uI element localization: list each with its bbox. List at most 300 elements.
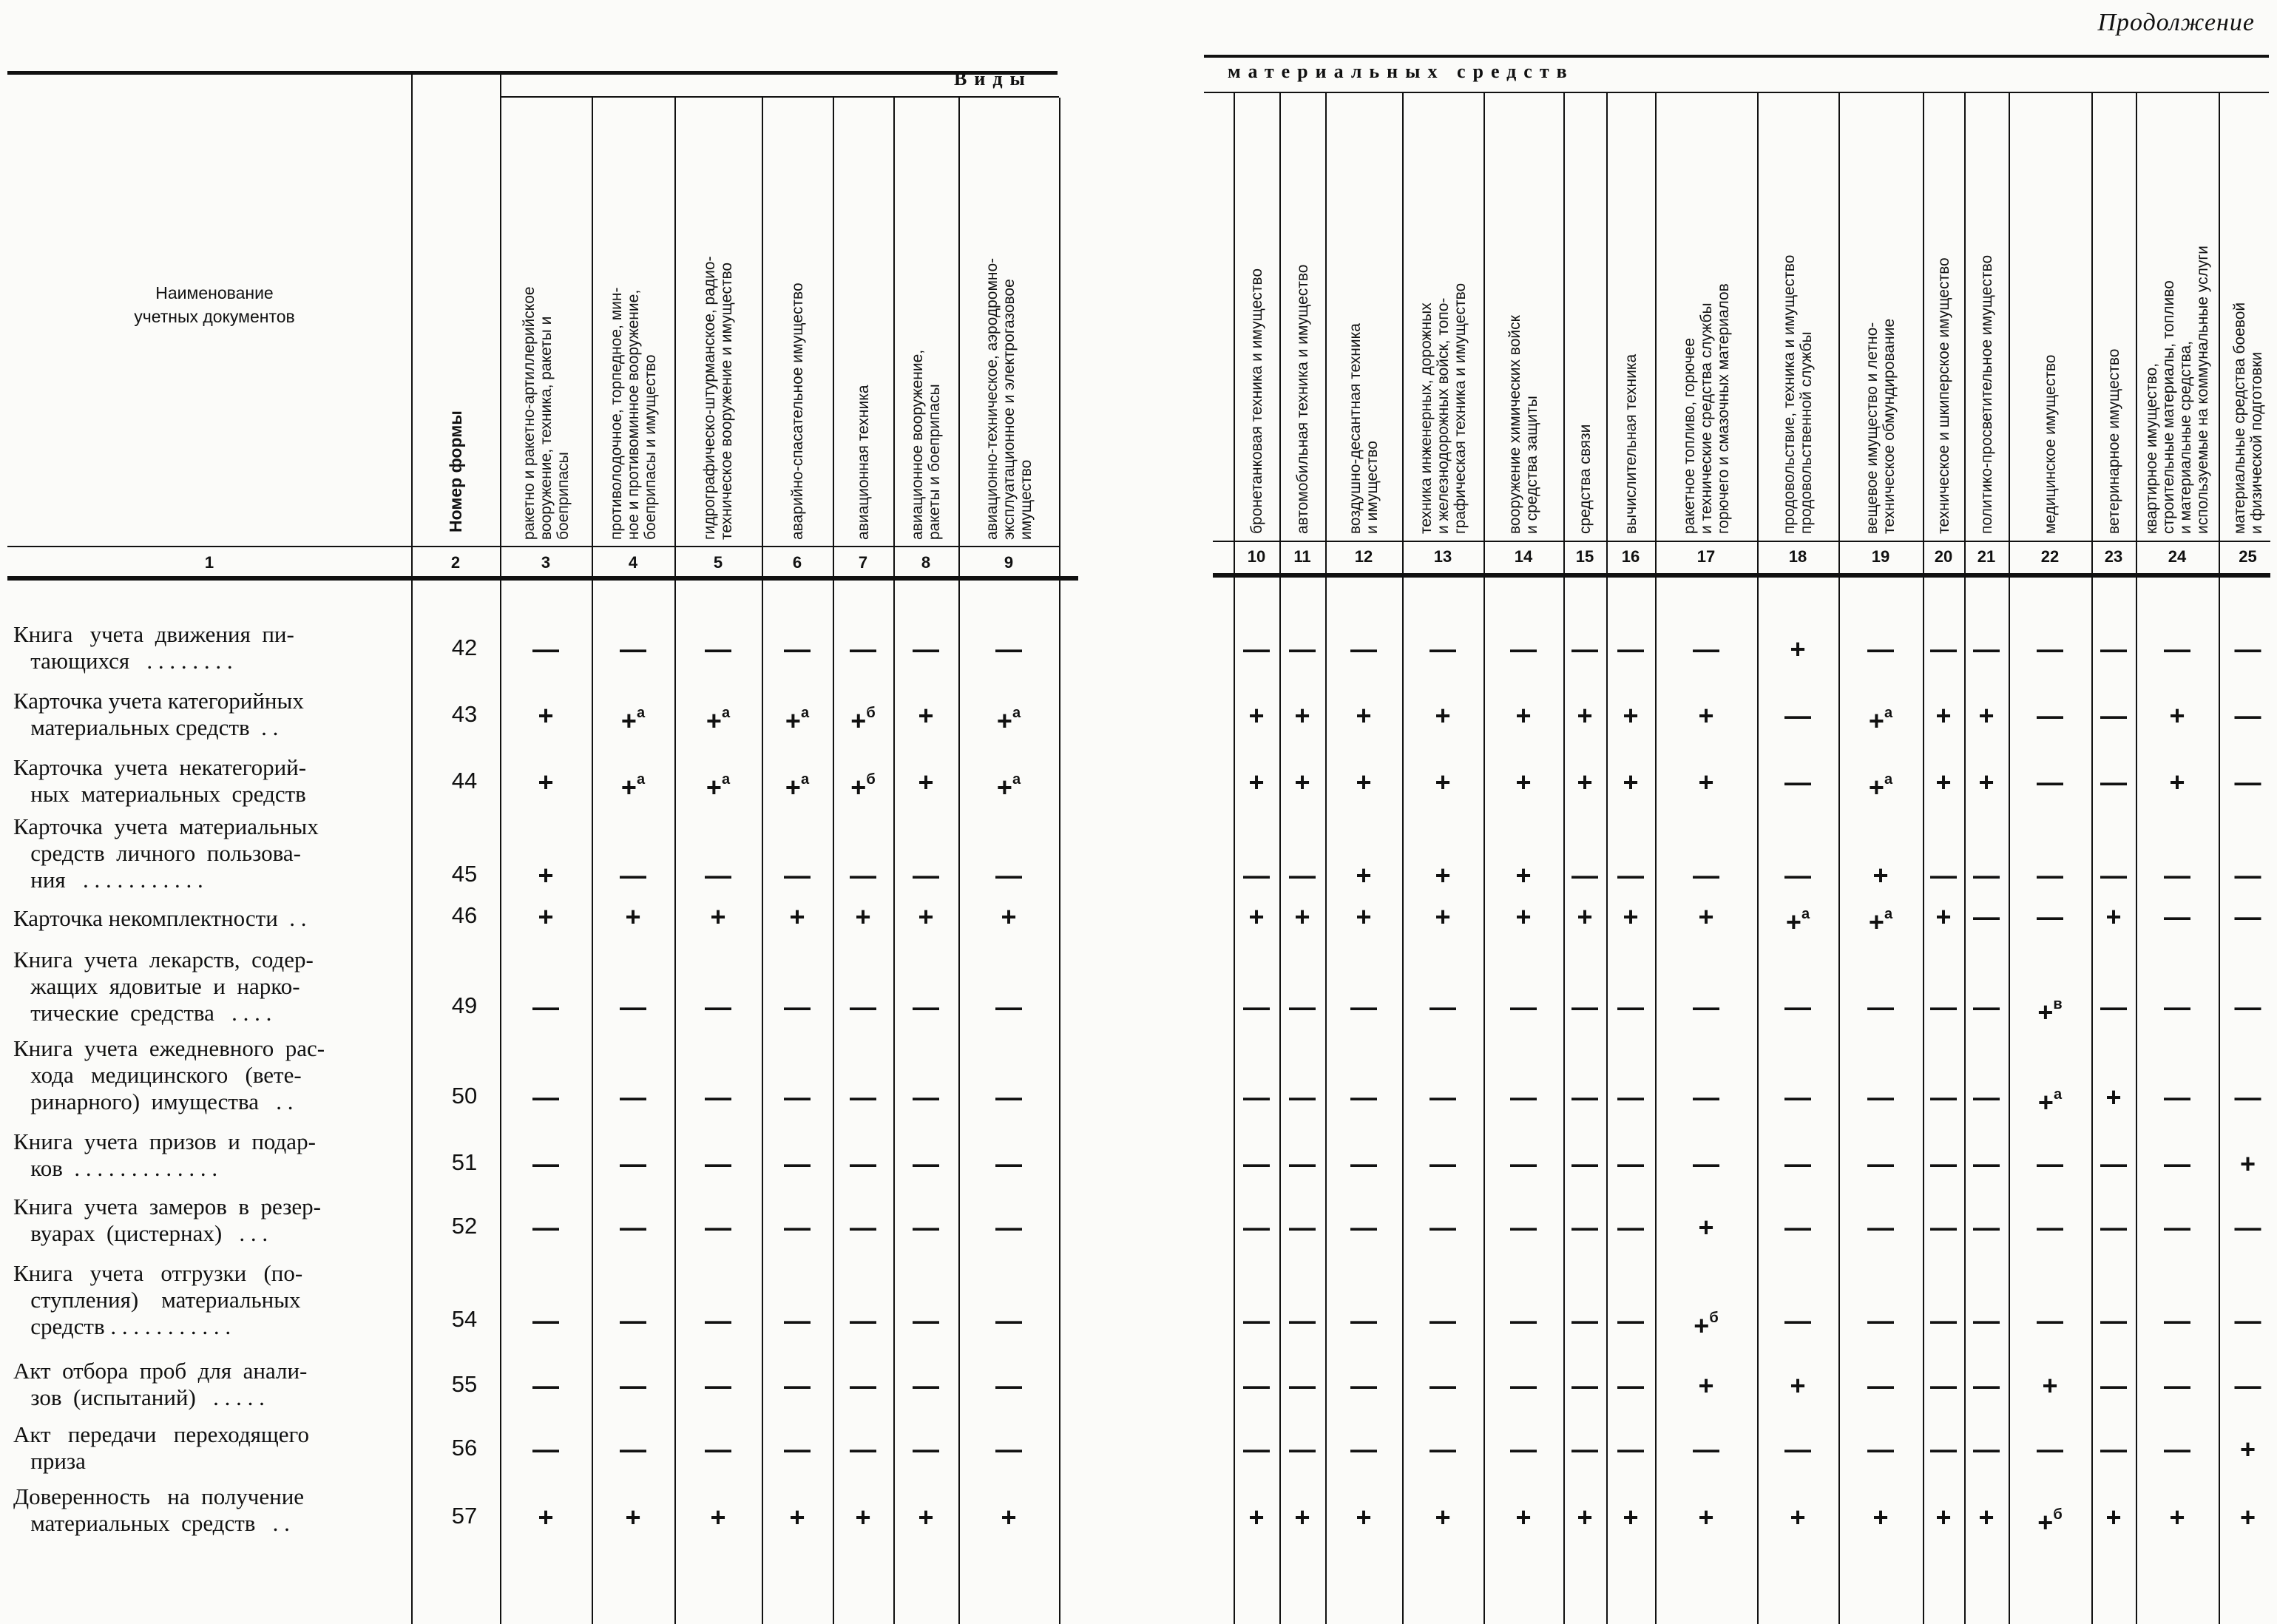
dash-mark: — [2100,860,2127,890]
table-cell [674,769,762,801]
dash-mark: — [1867,1082,1894,1112]
dash-mark: — [620,992,646,1022]
dash-mark: — [1289,992,1316,1022]
column-number-2: 2 [450,553,461,572]
table-cell [1757,1307,1838,1334]
footnote-marker: б [1709,1310,1719,1326]
dash-mark: — [995,1148,1022,1179]
table-cell [1325,1148,1402,1179]
dash-mark: — [784,1305,811,1336]
plus-mark: + [2239,1434,2256,1464]
dash-mark: — [913,860,939,890]
dash-mark: — [2234,634,2261,664]
table-cell [1234,1370,1279,1401]
colnum-rule-top-left [7,546,1059,547]
table-cell [2219,769,2277,796]
dash-mark: — [2037,1148,2063,1179]
dash-mark: — [2037,700,2063,731]
table-cell [1655,769,1757,796]
table-cell [893,862,958,889]
table-cell [1483,1148,1563,1179]
dash-mark: — [1510,1082,1537,1112]
row-form-number: 54 [451,1306,478,1332]
plus-mark: + [850,772,867,802]
dash-mark: — [995,1370,1022,1401]
plus-mark: + [2037,1507,2054,1537]
footnote-marker: б [866,705,876,721]
dash-mark: — [995,1082,1022,1112]
dash-mark: — [784,1434,811,1464]
table-cell [2091,1436,2136,1463]
column-header-9 [984,101,1035,540]
table-cell [500,1436,592,1463]
table-cell [1838,636,1923,663]
column-number-15: 15 [1575,547,1594,566]
table-cell [592,1214,674,1241]
table-cell [2009,1214,2091,1241]
table-cell [1402,1148,1483,1179]
table-cell [1655,1370,1757,1401]
dash-mark: — [1867,992,1894,1022]
plus-mark: + [1356,901,1372,932]
dash-mark: — [1243,1212,1270,1242]
column-header-20 [1935,96,1952,534]
table-cell [1325,1214,1402,1241]
dash-mark: — [2100,1212,2127,1242]
column-header-text-6: аварийно-спасательное имущество [788,282,806,540]
dash-mark: — [1430,1148,1456,1179]
row-form-number: 56 [451,1435,478,1461]
dash-mark: — [1784,700,1811,731]
table-cell [958,636,1059,663]
table-cell [1563,1084,1606,1111]
row-name: Акт передачи переходящего приза [13,1421,309,1474]
table-cell [1279,1436,1325,1463]
table-cell [893,901,958,932]
table-cell [1279,1504,1325,1531]
dash-mark: — [705,1370,731,1401]
plus-mark: + [918,1502,934,1532]
dash-mark: — [620,1148,646,1179]
continuation-label: Продолжение [2097,9,2255,36]
plus-mark: + [1356,860,1372,890]
dash-mark: — [1973,1148,2000,1179]
dash-mark: — [1289,860,1316,890]
table-cell [2136,1148,2219,1179]
dash-mark: — [1571,1148,1598,1179]
table-cell [1234,862,1279,889]
table-cell [1483,1436,1563,1463]
table-cell [592,703,674,734]
dash-mark: — [2037,1212,2063,1242]
table-cell [1655,862,1757,889]
column-header-15 [1577,96,1594,534]
dash-mark: — [1973,992,2000,1022]
plus-mark: + [1577,901,1593,932]
dash-mark: — [1617,634,1644,664]
table-cell [893,1307,958,1334]
dash-mark: — [532,992,559,1022]
row-form-number: 49 [451,992,478,1018]
column-header-4 [608,101,659,540]
table-cell [2009,862,2091,889]
plus-mark: + [1001,1502,1017,1532]
table-cell [2009,1436,2091,1463]
table-cell [1655,1307,1757,1339]
column-header-17 [1681,96,1732,534]
dash-mark: — [705,1212,731,1242]
plus-mark: + [538,860,554,890]
column-header-text-10: бронетанковая техника и имущество [1248,268,1265,534]
column-number-16: 16 [1621,547,1640,566]
table-cell [1483,769,1563,796]
table-cell [592,636,674,663]
plus-mark: + [1785,907,1801,937]
plus-mark: + [996,772,1012,802]
table-cell [1563,1307,1606,1334]
row-form-number: 45 [451,861,478,887]
table-cell [1563,901,1606,932]
footnote-marker: а [721,705,731,721]
dash-mark: — [1693,860,1719,890]
table-cell [1838,1307,1923,1334]
dash-mark: — [532,1212,559,1242]
plus-mark: + [1515,901,1532,932]
table-cell [1234,1504,1279,1531]
table-cell [833,1214,893,1241]
dash-mark: — [1930,1434,1957,1464]
dash-mark: — [705,1434,731,1464]
dash-mark: — [532,634,559,664]
table-cell [1838,904,1923,936]
dash-mark: — [1289,634,1316,664]
dash-mark: — [1693,1082,1719,1112]
dash-mark: — [1617,1305,1644,1336]
dash-mark: — [1289,1305,1316,1336]
table-cell [2091,1214,2136,1241]
table-cell [1325,1084,1402,1111]
table-cell [1563,636,1606,663]
plus-mark: + [789,901,805,932]
dash-mark: — [620,1434,646,1464]
table-cell [2091,1148,2136,1179]
dash-mark: — [913,1434,939,1464]
table-cell [2219,1307,2277,1334]
dash-mark: — [913,1212,939,1242]
column-header-text-23: ветеринарное имущество [2105,348,2122,534]
table-cell [2136,1504,2219,1531]
table-cell [2136,862,2219,889]
row-name: Книга учета ежедневного рас- хода медицинского (вете- ринарного) имущества . . [13,1035,325,1114]
plus-mark: + [1577,767,1593,797]
dash-mark: — [1430,634,1456,664]
colnum-rule-top-right [1213,541,2270,542]
table-cell [958,769,1059,801]
plus-mark: + [1623,1502,1639,1532]
table-cell [2219,1084,2277,1111]
plus-mark: + [1577,700,1593,731]
row-form-number: 55 [451,1371,478,1397]
column-header-11 [1294,96,1311,534]
dash-mark: — [2100,767,2127,797]
form-number-header-text: Номер формы [446,410,465,532]
table-cell [2219,700,2277,731]
dash-mark: — [784,992,811,1022]
dash-mark: — [620,1370,646,1401]
plus-mark: + [855,901,871,932]
table-cell [500,1084,592,1111]
table-cell [1606,1148,1655,1179]
table-cell [1279,862,1325,889]
table-cell [1563,862,1606,889]
dash-mark: — [850,860,876,890]
dash-mark: — [532,1434,559,1464]
table-cell [1234,901,1279,932]
table-cell [1964,1084,2009,1111]
table-cell [762,1504,833,1531]
dash-mark: — [1973,1434,2000,1464]
plus-mark: + [710,1502,726,1532]
table-cell [893,1436,958,1463]
plus-mark: + [785,772,801,802]
dash-mark: — [1430,1434,1456,1464]
column-header-7 [855,101,872,540]
dash-mark: — [784,1082,811,1112]
plus-mark: + [2239,1148,2256,1179]
footnote-marker: а [2053,1086,2063,1103]
dash-mark: — [1867,1305,1894,1336]
row-name: Карточка некомплектности . . [13,905,307,931]
dash-mark: — [1571,1370,1598,1401]
table-cell [674,1148,762,1179]
dash-mark: — [1973,1305,2000,1336]
plus-mark: + [1248,767,1265,797]
dash-mark: — [2164,1370,2190,1401]
dash-mark: — [1973,1082,2000,1112]
dash-mark: — [1693,634,1719,664]
plus-mark: + [1435,901,1451,932]
table-cell [1483,1084,1563,1111]
table-cell [1279,1370,1325,1401]
dash-mark: — [2234,992,2261,1022]
dash-mark: — [1784,1082,1811,1112]
plus-mark: + [1978,767,1995,797]
row-form-number: 50 [451,1083,478,1109]
table-cell [1838,1084,1923,1111]
table-cell [1838,1214,1923,1241]
table-cell [1402,994,1483,1021]
table-cell [1606,1504,1655,1531]
dash-mark: — [2234,1082,2261,1112]
dash-mark: — [2037,767,2063,797]
dash-mark: — [2037,1434,2063,1464]
plus-mark: + [1698,1370,1714,1401]
plus-mark: + [1790,1502,1806,1532]
table-cell [1325,994,1402,1021]
table-cell [1402,636,1483,663]
table-cell [1402,1084,1483,1111]
row-name: Карточка учета некатегорий- ных материальных средств [13,754,307,807]
column-header-text-11: автомобильная техника и имущество [1293,264,1311,534]
table-cell [1923,1214,1964,1241]
table-cell [1325,700,1402,731]
plus-mark: + [2169,1502,2185,1532]
dash-mark: — [1243,1370,1270,1401]
dash-mark: — [913,1370,939,1401]
column-header-text-16: вычислительная техника [1622,353,1640,534]
table-cell [1483,1307,1563,1334]
footnote-marker: а [636,771,646,788]
subhead-rule-right [1204,92,2269,93]
table-cell [762,1436,833,1463]
row-form-number: 57 [451,1503,478,1529]
dash-mark: — [1617,992,1644,1022]
table-cell [1838,994,1923,1021]
dash-mark: — [913,992,939,1022]
table-cell [1757,769,1838,796]
table-cell [762,901,833,932]
table-cell [674,1436,762,1463]
table-cell [762,1084,833,1111]
plus-mark: + [1694,1310,1710,1341]
table-cell [1757,994,1838,1021]
plus-mark: + [538,700,554,731]
dash-mark: — [1289,1148,1316,1179]
dash-mark: — [2100,992,2127,1022]
table-cell [500,700,592,731]
table-cell [674,703,762,734]
table-cell [1606,1436,1655,1463]
plus-mark: + [918,901,934,932]
column-number-17: 17 [1696,547,1716,566]
dash-mark: — [1243,1305,1270,1336]
dash-mark: — [1571,1212,1598,1242]
footnote-marker: а [1884,906,1893,922]
table-cell [1234,1214,1279,1241]
table-cell [500,994,592,1021]
dash-mark: — [1350,634,1377,664]
table-cell [592,1504,674,1531]
table-cell [2219,862,2277,889]
plus-mark: + [1294,901,1310,932]
plus-mark: + [2037,997,2054,1027]
dash-mark: — [1510,1305,1537,1336]
dash-mark: — [1510,634,1537,664]
dash-mark: — [1930,1370,1957,1401]
table-cell [500,1307,592,1334]
table-cell [2091,1370,2136,1401]
plus-mark: + [2239,1502,2256,1532]
dash-mark: — [1350,1148,1377,1179]
dash-mark: — [1693,992,1719,1022]
table-cell [500,636,592,663]
plus-mark: + [538,767,554,797]
plus-mark: + [1356,1502,1372,1532]
dash-mark: — [2100,1434,2127,1464]
plus-mark: + [1435,767,1451,797]
table-cell [2091,700,2136,731]
table-cell [2136,769,2219,796]
table-cell [1923,1307,1964,1334]
dash-mark: — [1867,1212,1894,1242]
column-header-text-20: техническое и шкиперское имущество [1935,257,1952,534]
table-cell [833,703,893,734]
plus-mark: + [2037,1087,2054,1117]
table-cell [958,1084,1059,1111]
table-cell [833,1370,893,1401]
plus-mark: + [1698,1212,1714,1242]
table-cell [2136,901,2219,932]
dash-mark: — [1430,1370,1456,1401]
plus-mark: + [1790,634,1806,664]
table-cell [1838,1370,1923,1401]
table-cell [1606,1084,1655,1111]
table-cell [1757,1370,1838,1401]
row-name: Книга учета призов и подар- ков . . . . . . . . . . . . . [13,1129,316,1181]
table-cell [2091,1084,2136,1111]
plus-mark: + [918,767,934,797]
dash-mark: — [705,1305,731,1336]
column-number-18: 18 [1788,547,1807,566]
footnote-marker: а [1801,906,1810,922]
table-cell [1279,994,1325,1021]
table-cell [1606,769,1655,796]
table-cell [1838,1504,1923,1531]
table-cell [762,636,833,663]
table-cell [2136,700,2219,731]
column-header-14 [1506,96,1540,534]
table-cell [1923,1504,1964,1531]
table-cell [2136,1084,2219,1111]
dash-mark: — [2037,634,2063,664]
table-cell [833,862,893,889]
table-cell [1402,1436,1483,1463]
dash-mark: — [1973,634,2000,664]
table-cell [1279,901,1325,932]
column-header-12 [1347,96,1381,534]
table-cell [1757,904,1838,936]
table-cell [1655,994,1757,1021]
footnote-marker: а [800,771,810,788]
plus-mark: + [1515,767,1532,797]
table-cell [1325,769,1402,796]
table-cell [2009,901,2091,932]
table-cell [2136,1370,2219,1401]
column-number-6: 6 [792,553,802,572]
table-cell [958,1504,1059,1531]
column-number-11: 11 [1293,547,1311,566]
column-number-23: 23 [2104,547,2123,566]
table-cell [1402,769,1483,796]
table-cell [500,1148,592,1179]
dash-mark: — [1867,1434,1894,1464]
dash-mark: — [1930,634,1957,664]
table-cell [2219,1436,2277,1463]
dash-mark: — [1784,1434,1811,1464]
table-cell [1757,1436,1838,1463]
table-cell [2219,994,2277,1021]
table-cell [674,1307,762,1334]
dash-mark: — [850,1082,876,1112]
plus-mark: + [1872,860,1889,890]
table-cell [1563,769,1606,796]
plus-mark: + [1978,1502,1995,1532]
dash-mark: — [850,1305,876,1336]
table-cell [1757,1148,1838,1179]
table-cell [592,1084,674,1111]
table-cell [1757,700,1838,731]
table-cell [1279,1214,1325,1241]
